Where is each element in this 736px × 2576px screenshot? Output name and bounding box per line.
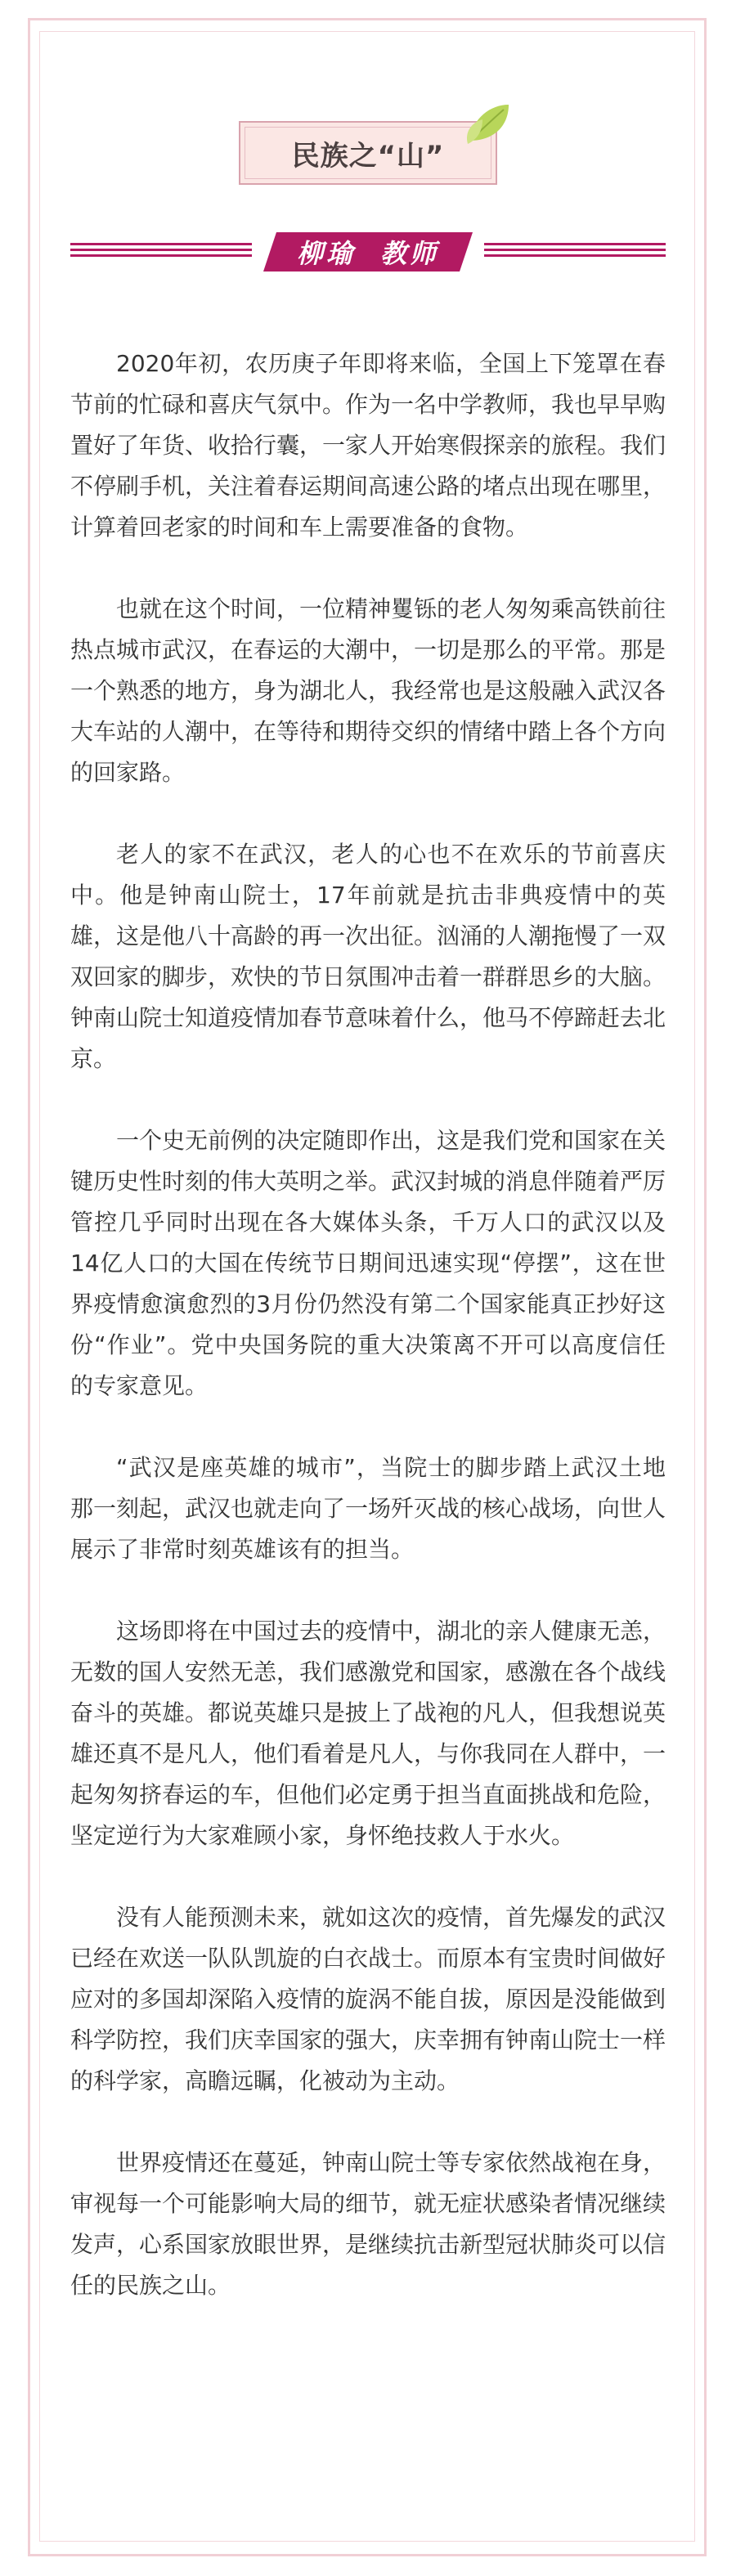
author-name: 柳瑜 [296, 238, 356, 269]
article-body [70, 343, 666, 2347]
paragraph: “武汉是座英雄的城市”，当院士的脚步踏上武汉土地那一刻起，武汉也就走向了一场歼灭战的核心战场，向世人展示了非常时刻英雄该有的担当。 [70, 1454, 666, 1563]
page-title: 民族之“山” [291, 139, 445, 173]
author-badge [263, 232, 473, 272]
paragraph: 一个史无前例的决定随即作出，这是我们党和国家在关键历史性时刻的伟大英明之举。武汉封城的消息伴随着严厉管控几乎同时出现在各大媒体头条，千万人口的武汉以及14亿人口的大国在传统节日期间迅速实现“停摆”，这在世界疫情愈演愈烈的3月份仍然没有第二个国家能真正抄好这份“作业”。党中央国务院的重大决策离不开可以高度信任的专家意见。 [70, 1127, 666, 1399]
paragraph: 也就在这个时间，一位精神矍铄的老人匆匆乘高铁前往热点城市武汉，在春运的大潮中，一切是那么的平常。那是一个熟悉的地方，身为湖北人，我经常也是这般融入武汉各大车站的人潮中，在等待和期待交织的情绪中踏上各个方向的回家路。 [70, 595, 666, 786]
paragraph: 2020年初，农历庚子年即将来临，全国上下笼罩在春节前的忙碌和喜庆气氛中。作为一名中学教师，我也早早购置好了年货、收拾行囊，一家人开始寒假探亲的旅程。我们不停刷手机，关注着春运期间高速公路的堵点出现在哪里，计算着回老家的时间和车上需要准备的食物。 [70, 350, 666, 541]
author-badge-background [263, 232, 473, 272]
decorative-lines-left [70, 243, 252, 259]
paragraph: 没有人能预测未来，就如这次的疫情，首先爆发的武汉已经在欢送一队队凯旋的白衣战士。而原本有宝贵时间做好应对的多国却深陷入疫情的旋涡不能自拔，原因是没能做到科学防控，我们庆幸国家的强大，庆幸拥有钟南山院士一样的科学家，高瞻远瞩，化被动为主动。 [70, 1904, 666, 2094]
leaf-icon [463, 100, 512, 149]
paragraph: 这场即将在中国过去的疫情中，湖北的亲人健康无恙，无数的国人安然无恙，我们感激党和国家，感激在各个战线奋斗的英雄。都说英雄只是披上了战袍的凡人，但我想说英雄还真不是凡人，他们看着是凡人，与你我同在人群中，一起匆匆挤春运的车，但他们必定勇于担当直面挑战和危险，坚定逆行为大家难顾小家，身怀绝技救人于水火。 [70, 1618, 666, 1849]
title-box [239, 121, 497, 185]
author-title: 教师 [380, 238, 440, 269]
author-row [70, 232, 666, 272]
paragraph: 世界疫情还在蔓延，钟南山院士等专家依然战袍在身，审视每一个可能影响大局的细节，就无症状感染者情况继续发声，心系国家放眼世界，是继续抗击新型冠状肺炎可以信任的民族之山。 [70, 2149, 666, 2299]
decorative-lines-right [484, 243, 666, 259]
paragraph: 老人的家不在武汉，老人的心也不在欢乐的节前喜庆中。他是钟南山院士，17年前就是抗击非典疫情中的英雄，这是他八十高龄的再一次出征。汹涌的人潮拖慢了一双双回家的脚步，欢快的节日氛围冲击着一群群思乡的大脑。钟南山院士知道疫情加春节意味着什么，他马不停蹄赶去北京。 [70, 841, 666, 1072]
